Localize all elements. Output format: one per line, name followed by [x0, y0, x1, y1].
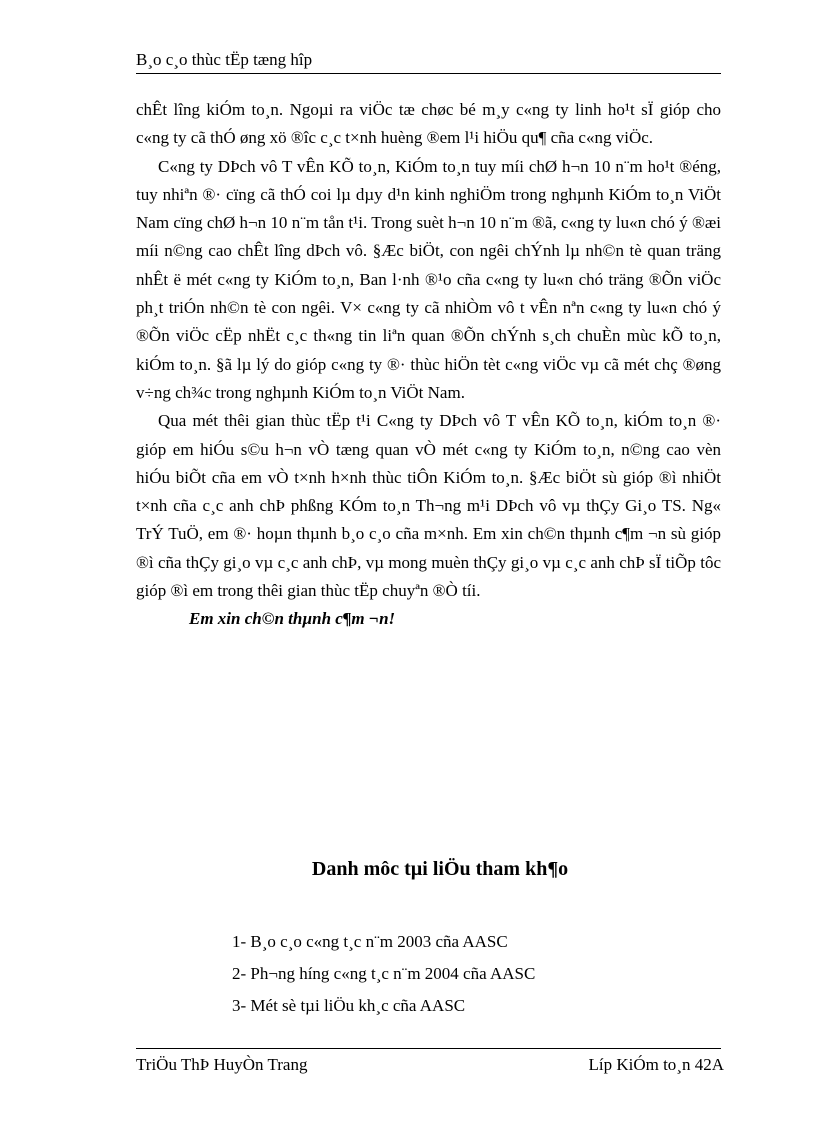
footer-class: Líp KiÓm to¸n 42A — [588, 1055, 724, 1074]
footer-divider — [136, 1048, 721, 1049]
reference-item: 3- Mét sè tµi liÖu kh¸c cña AASC — [232, 996, 466, 1015]
paragraph: Qua mét thêi gian thùc tËp t¹i C«ng ty DÞch vô T vÊn KÕ to¸n, kiÓm to¸n ®· gióp em hiÓu s©u h¬n vÒ tæng quan vÒ mét c«ng ty KiÓm to¸n, n©ng cao vèn hiÓu biÕt cña em vÒ t×nh h×nh thùc tiÔn KiÓm to¸n. §Æc biÖt sù gióp ®ì nhiÖt t×nh cña c¸c anh chÞ phßng KÓm to¸n Th¬ng m¹i DÞch vô vµ thÇy Gi¸o TS. Ng« TrÝ TuÖ, em ®· hoµn thµnh b¸o c¸o cña m×nh. Em xin ch©n thµnh c¶m ¬n sù gióp ®ì cña thÇy gi¸o vµ c¸c anh chÞ, vµ mong muèn thÇy gi¸o vµ c¸c anh chÞ sÏ tiÕp tôc gióp ®ì em trong thêi gian thùc tËp chuyªn ®Ò tíi. — [136, 411, 721, 601]
footer-author: TriÖu ThÞ HuyÒn Trang — [136, 1055, 308, 1074]
reference-item: 1- B¸o c¸o c«ng t¸c n¨m 2003 cña AASC — [232, 932, 508, 951]
paragraph: chÊt lîng kiÓm to¸n. Ngoµi ra viÖc tæ chøc bé m¸y c«ng ty linh ho¹t sÏ gióp cho c«ng ty cã thÓ øng xö ®îc c¸c t×nh huèng ®em l¹i hiÖu qu¶ cña c«ng viÖc. — [136, 100, 721, 148]
document-body — [136, 96, 721, 634]
references-list — [232, 928, 535, 1024]
paragraph: C«ng ty DÞch vô T vÊn KÕ to¸n, KiÓm to¸n tuy míi chØ h¬n 10 n¨m ho¹t ®éng, tuy nhiªn ®· cïng cã thÓ coi lµ dµy d¹n kinh nghiÖm trong nghµnh KiÓm to¸n ViÖt Nam cïng chØ h¬n 10 n¨m tån t¹i. Trong suèt h¬n 10 n¨m ®ã, c«ng ty lu«n chó ý ®æi míi n©ng cao chÊt lîng dÞch vô. §Æc biÖt, con ngêi chÝnh lµ nh©n tè quan träng nhÊt ë mét c«ng ty KiÓm to¸n, Ban l·nh ®¹o cña c«ng ty lu«n chó träng ®Õn viÖc ph¸t triÓn nh©n tè con ngêi. V× c«ng ty cã nhiÒm vô t vÊn nªn c«ng ty lu«n chó ý ®Õn viÖc cËp nhËt c¸c th«ng tin liªn quan ®Õn chÝnh s¸ch chuÈn mùc kÕ to¸n, kiÓm to¸n. §ã lµ lý do gióp c«ng ty ®· thùc hiÖn tèt c«ng viÖc vµ cã mét chç ®øng v÷ng ch¾c trong nghµnh KiÓm to¸n ViÖt Nam. — [136, 156, 721, 402]
references-title: Danh môc tµi liÖu tham kh¶o — [311, 858, 569, 880]
closing-line: Em xin ch©n thµnh c¶m ¬n! — [189, 609, 396, 629]
page-header: B¸o c¸o thùc tËp tæng hîp — [136, 50, 721, 74]
reference-item: 2- Ph¬ng híng c«ng t¸c n¨m 2004 cña AASC — [232, 964, 536, 983]
